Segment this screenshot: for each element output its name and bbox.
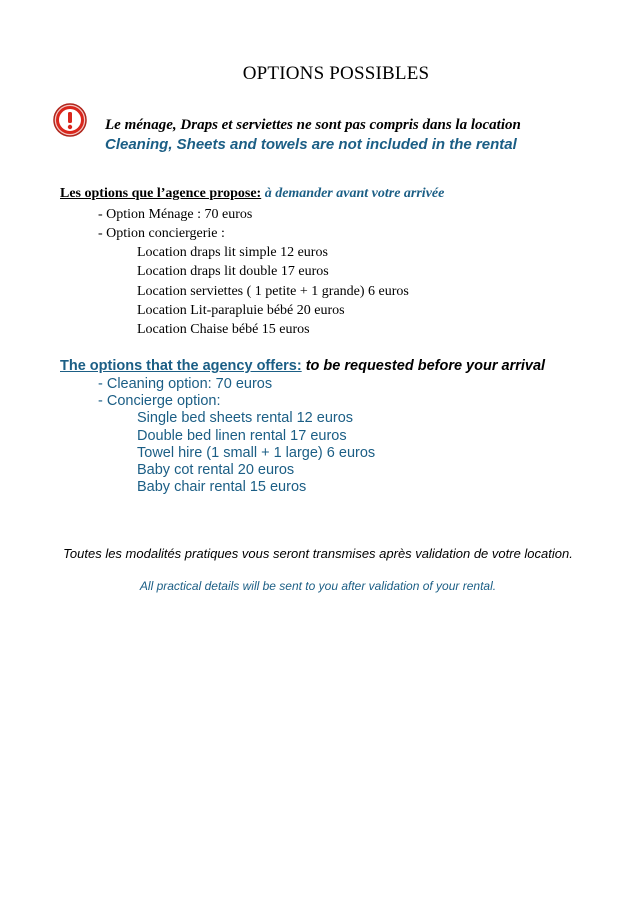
french-option-item: - Option conciergerie : bbox=[98, 226, 225, 241]
english-sub-item: Double bed linen rental 17 euros bbox=[137, 428, 347, 444]
english-sub-item: Single bed sheets rental 12 euros bbox=[137, 410, 354, 426]
french-sub-item: Location draps lit double 17 euros bbox=[137, 264, 329, 279]
french-sub-item: Location Lit-parapluie bébé 20 euros bbox=[137, 303, 345, 318]
notice-english: Cleaning, Sheets and towels are not included in the rental bbox=[105, 136, 517, 153]
english-options-heading bbox=[60, 358, 545, 374]
notice-french: Le ménage, Draps et serviettes ne sont pas compris dans la location bbox=[105, 117, 521, 133]
english-option-item: - Cleaning option: 70 euros bbox=[98, 376, 273, 392]
french-sub-item: Location draps lit simple 12 euros bbox=[137, 245, 328, 260]
french-options-heading bbox=[60, 186, 444, 202]
page-title: OPTIONS POSSIBLES bbox=[242, 63, 430, 84]
footer-english: All practical details will be sent to you after validation of your rental. bbox=[139, 579, 497, 593]
english-option-item: - Concierge option: bbox=[98, 393, 221, 409]
french-sub-item: Location Chaise bébé 15 euros bbox=[137, 322, 310, 337]
french-sub-item: Location serviettes ( 1 petite + 1 grande) 6 euros bbox=[137, 284, 409, 299]
warning-exclamation-icon bbox=[52, 102, 88, 138]
english-sub-item: Baby chair rental 15 euros bbox=[137, 479, 307, 495]
footer-french: Toutes les modalités pratiques vous seront transmises après validation de votre location. bbox=[63, 546, 573, 561]
french-heading-note: à demander avant votre arrivée bbox=[264, 186, 445, 201]
english-sub-item: Baby cot rental 20 euros bbox=[137, 462, 295, 478]
french-heading-label: Les options que l’agence propose: bbox=[60, 186, 262, 201]
english-heading-label: The options that the agency offers: bbox=[60, 358, 302, 374]
english-sub-item: Towel hire (1 small + 1 large) 6 euros bbox=[137, 445, 376, 461]
english-heading-note: to be requested before your arrival bbox=[305, 358, 546, 374]
french-option-item: - Option Ménage : 70 euros bbox=[98, 207, 253, 222]
